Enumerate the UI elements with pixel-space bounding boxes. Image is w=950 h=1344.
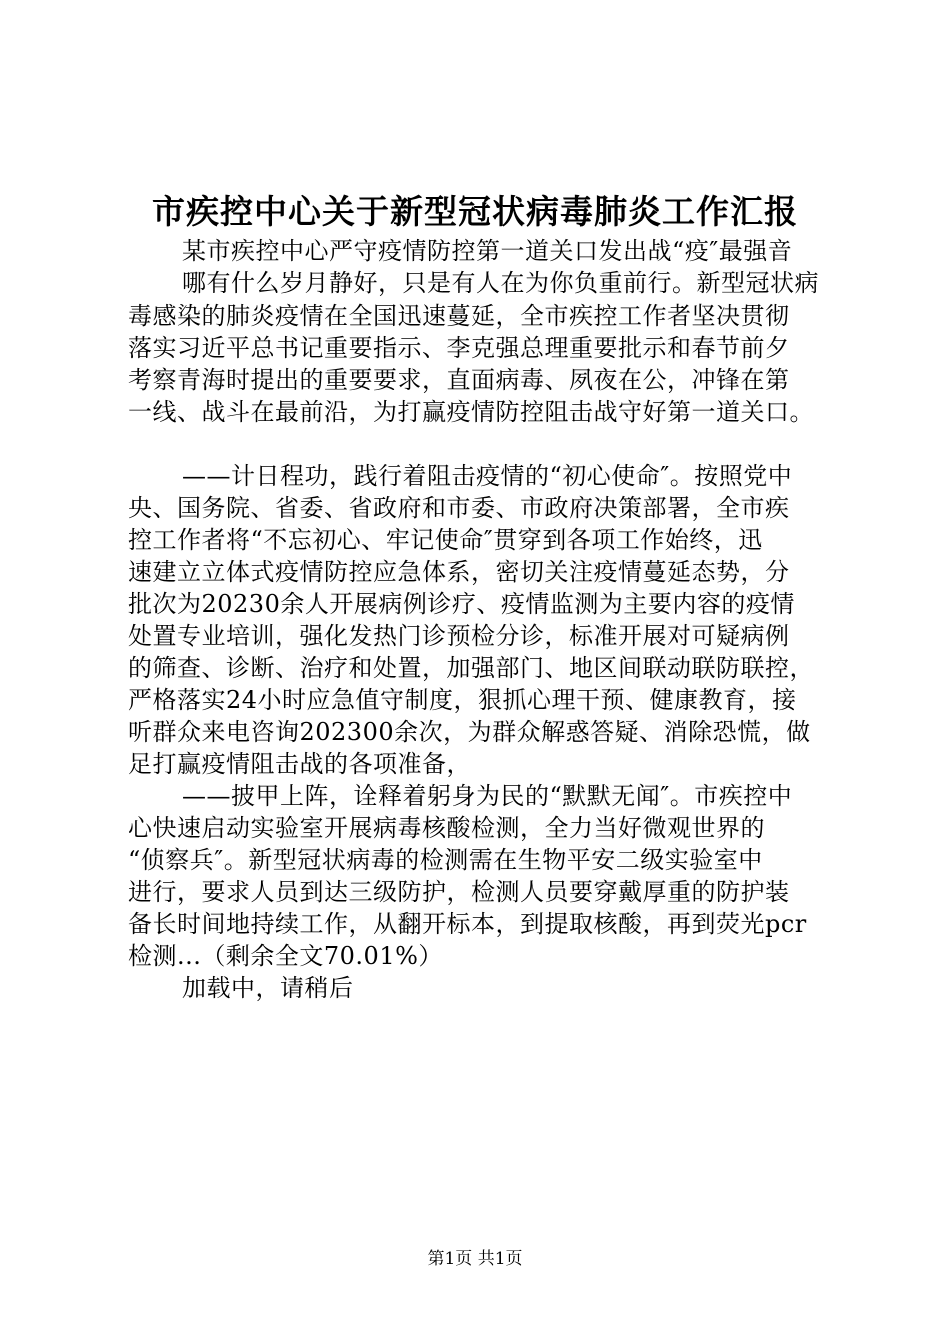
text-line: 央、国务院、省委、省政府和市委、市政府决策部署，全市疾 [128,494,790,522]
text-line: 毒感染的肺炎疫情在全国迅速蔓延，全市疾控工作者坚决贯彻 [128,302,790,330]
text-line: 备长时间地持续工作，从翻开标本，到提取核酸，再到荧光pcr [128,910,807,938]
text-line: 处置专业培训，强化发热门诊预检分诊，标准开展对可疑病例 [128,622,790,650]
document-title: 市疾控中心关于新型冠状病毒肺炎工作汇报 [152,192,798,231]
text-line: 听群众来电咨询202300余次，为群众解惑答疑、消除恐慌，做 [128,718,811,746]
text-line: 足打赢疫情阻击战的各项准备， [128,750,471,778]
text-line: 速建立立体式疫情防控应急体系，密切关注疫情蔓延态势，分 [128,558,790,586]
text-line: 控工作者将“不忘初心、牢记使命″贯穿到各项工作始终，迅 [128,526,763,554]
text-line: 批次为20230余人开展病例诊疗、疫情监测为主要内容的疫情 [128,590,795,618]
page-footer: 第1页 共1页 [427,1249,523,1269]
text-line: ——披甲上阵，诠释着躬身为民的“默默无闻″。市疾控中 [182,782,793,810]
loading-text: 加载中，请稍后 [182,974,354,1002]
text-line: 考察青海时提出的重要要求，直面病毒、夙夜在公，冲锋在第 [128,366,790,394]
text-line: 严格落实24小时应急值守制度，狠抓心理干预、健康教育，接 [128,686,797,714]
text-line: 进行，要求人员到达三级防护，检测人员要穿戴厚重的防护装 [128,878,790,906]
text-line: 的筛查、诊断、治疗和处置，加强部门、地区间联动联防联控， [128,654,814,682]
text-line: 某市疾控中心严守疫情防控第一道关口发出战“疫″最强音 [182,237,793,265]
text-line: 检测...（剩余全文70.01%） [128,942,443,970]
text-line: 心快速启动实验室开展病毒核酸检测，全力当好微观世界的 [128,814,765,842]
text-line: 落实习近平总书记重要指示、李克强总理重要批示和春节前夕 [128,334,790,362]
text-line: “侦察兵″。新型冠状病毒的检测需在生物平安二级实验室中 [128,846,763,874]
text-line: ——计日程功，践行着阻击疫情的“初心使命″。按照党中 [182,462,793,490]
text-line: 哪有什么岁月静好，只是有人在为你负重前行。新型冠状病 [182,269,819,297]
text-line: 一线、战斗在最前沿，为打赢疫情防控阻击战守好第一道关口。 [128,398,814,426]
